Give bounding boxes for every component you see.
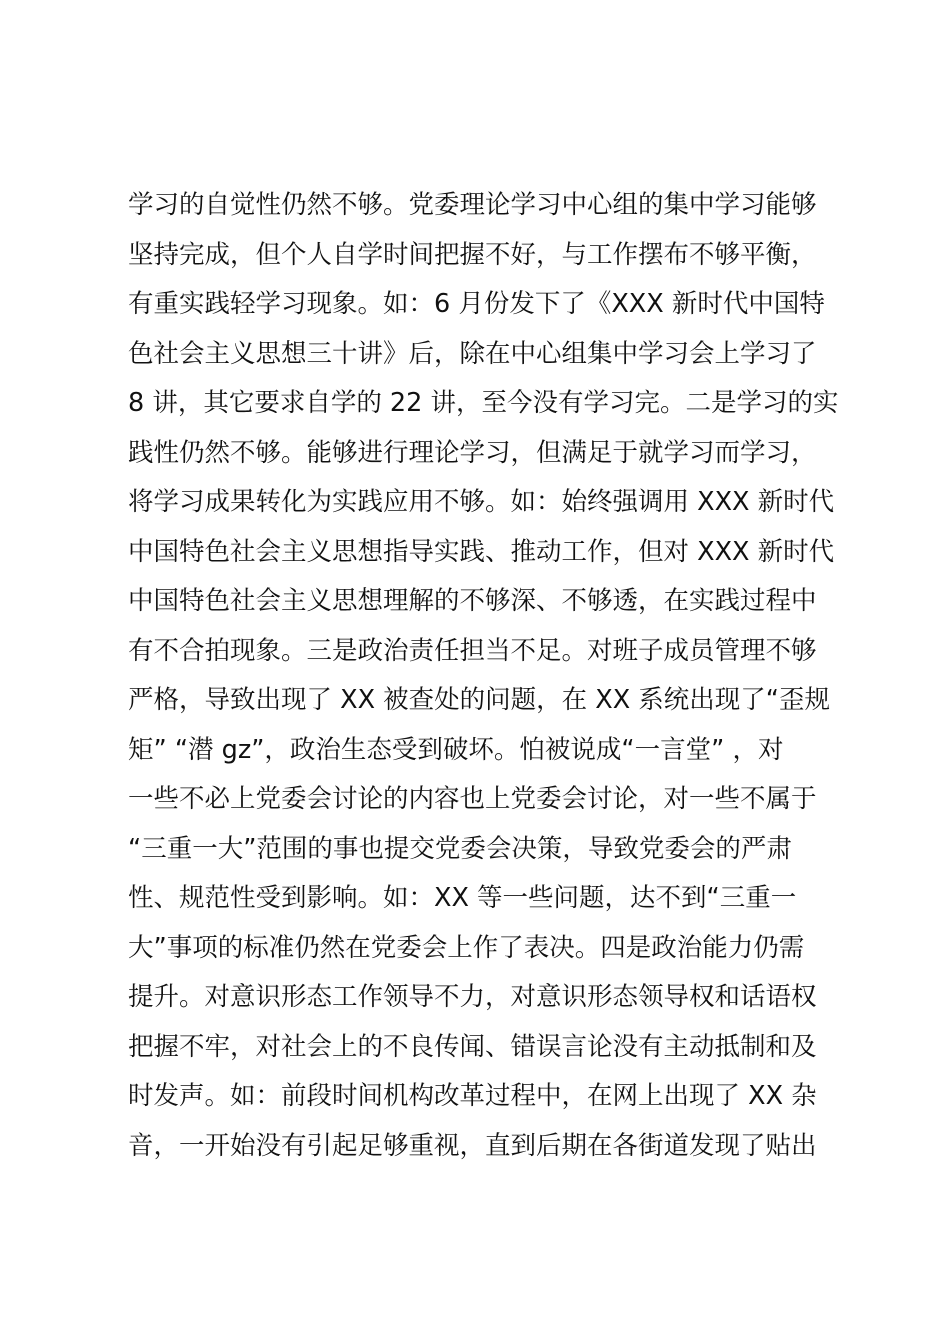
text-line: 时发声。如：前段时间机构改革过程中，在网上出现了 XX 杂 [128, 1081, 817, 1111]
text-line: 践性仍然不够。能够进行理论学习，但满足于就学习而学习， [128, 437, 817, 468]
text-line: 严格，导致出现了 XX 被查处的问题，在 XX 系统出现了“歪规 [128, 685, 831, 715]
text-line: “三重一大”范围的事也提交党委会决策，导致党委会的严肃 [128, 833, 792, 864]
text-line: 中国特色社会主义思想指导实践、推动工作，但对 XXX 新时代 [128, 536, 835, 567]
text-line: 中国特色社会主义思想理解的不够深、不够透，在实践过程中 [128, 586, 817, 616]
text-line: 有不合拍现象。三是政治责任担当不足。对班子成员管理不够 [128, 635, 817, 666]
text-line: 坚持完成，但个人自学时间把握不好，与工作摆布不够平衡， [128, 239, 817, 270]
text-line: 色社会主义思想三十讲》后，除在中心组集中学习会上学习了 [128, 338, 817, 369]
text-line: 8 讲，其它要求自学的 22 讲，至今没有学习完。二是学习的实 [128, 388, 838, 418]
text-line: 大”事项的标准仍然在党委会上作了表决。四是政治能力仍需 [128, 932, 805, 963]
text-line: 将学习成果转化为实践应用不够。如：始终强调用 XXX 新时代 [128, 487, 835, 517]
text-line: 有重实践轻学习现象。如：6 月份发下了《XXX 新时代中国特 [128, 289, 825, 319]
text-line: 性、规范性受到影响。如：XX 等一些问题，达不到“三重一 [128, 883, 797, 913]
text-line: 音，一开始没有引起足够重视，直到后期在各街道发现了贴出 [128, 1130, 817, 1161]
text-line: 矩” “潜 gz”，政治生态受到破坏。怕被说成“一言堂” ，对 [128, 734, 784, 765]
text-line: 把握不牢，对社会上的不良传闻、错误言论没有主动抵制和及 [128, 1031, 817, 1062]
text-line: 学习的自觉性仍然不够。党委理论学习中心组的集中学习能够 [128, 190, 817, 220]
body-text [128, 181, 838, 1171]
text-line: 提升。对意识形态工作领导不力，对意识形态领导权和话语权 [128, 982, 817, 1012]
text-line: 一些不必上党委会讨论的内容也上党委会讨论，对一些不属于 [128, 784, 817, 814]
